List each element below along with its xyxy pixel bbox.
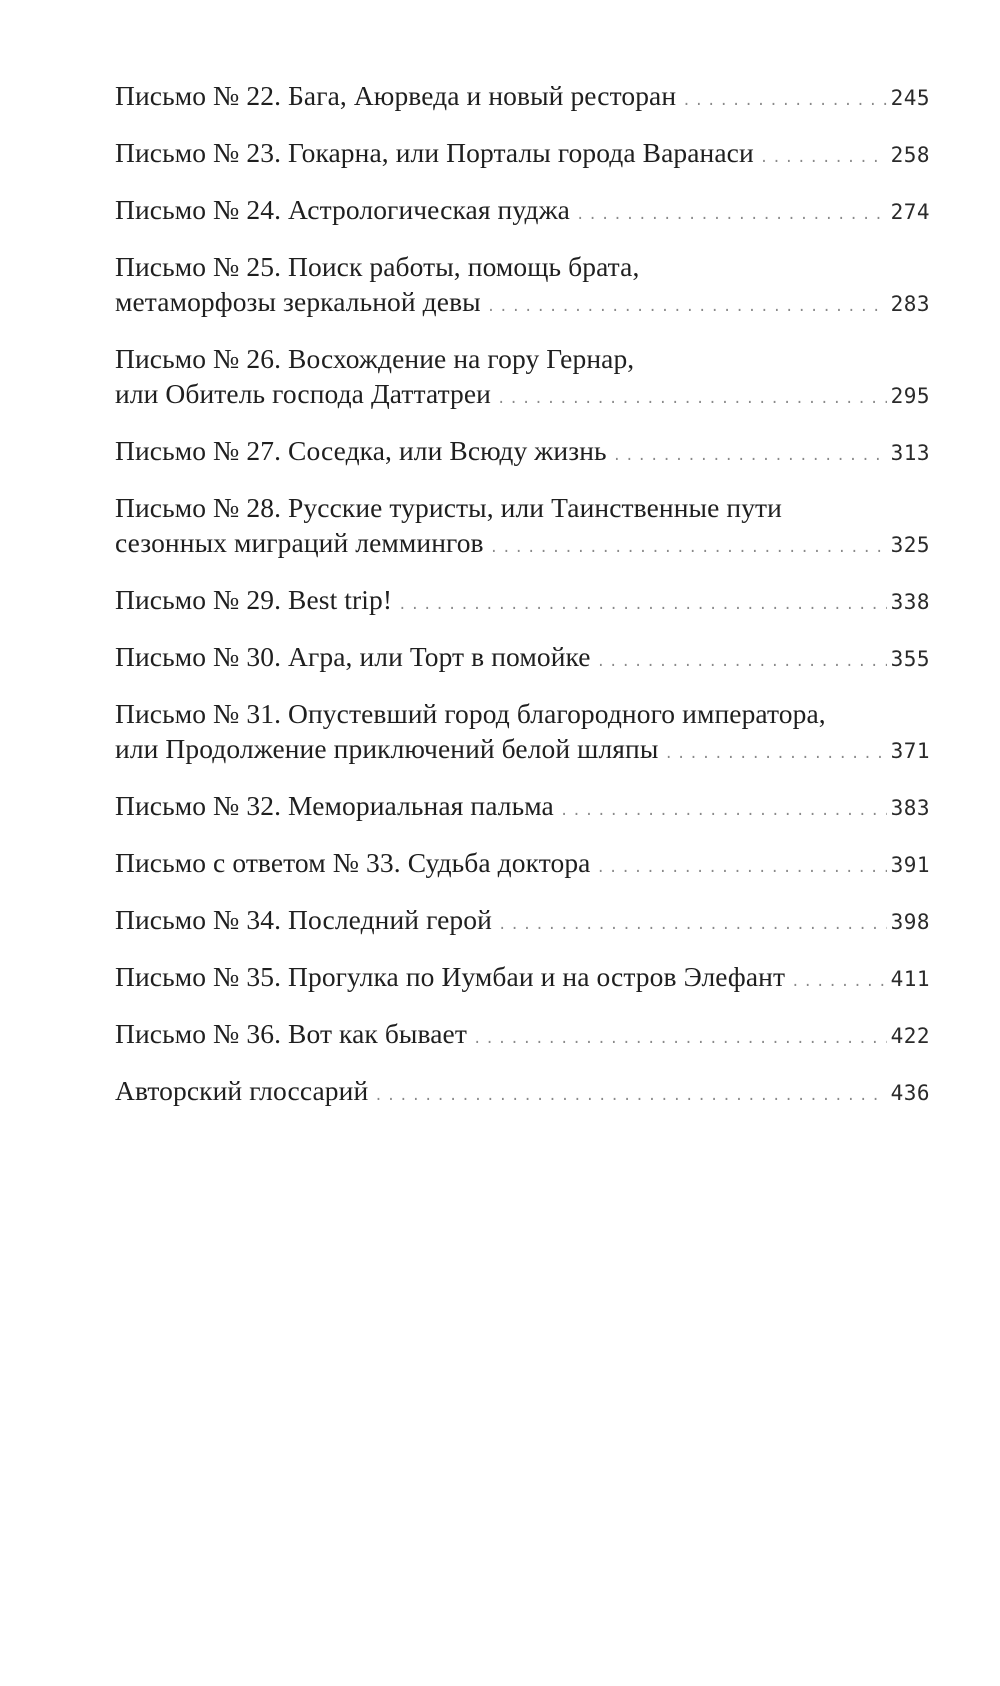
toc-entry[interactable] <box>115 1073 930 1108</box>
toc-entry-title: сезонных миграций леммингов <box>115 527 484 558</box>
toc-entry[interactable] <box>115 1016 930 1051</box>
toc-page-number: 338 <box>890 590 930 614</box>
toc-entry[interactable] <box>115 845 930 880</box>
toc-entry[interactable] <box>115 135 930 170</box>
toc-page-number: 325 <box>890 533 930 557</box>
toc-page-number: 355 <box>890 647 930 671</box>
toc-entry-title: Письмо № 26. Восхождение на гору Гернар, <box>115 343 635 374</box>
dot-leader <box>374 1079 886 1114</box>
toc-entry-line <box>115 1016 930 1051</box>
dot-leader <box>473 1022 887 1057</box>
toc-entry-line <box>115 582 930 617</box>
toc-entry-line <box>115 135 930 170</box>
toc-page-number: 411 <box>890 967 930 991</box>
toc-entry-title: Письмо № 24. Астрологическая пуджа <box>115 194 570 225</box>
toc-entry-line <box>115 788 930 823</box>
toc-page-number: 258 <box>890 143 930 167</box>
toc-entry[interactable] <box>115 959 930 994</box>
toc-entry-title: Авторский глоссарий <box>115 1075 369 1106</box>
toc-entry-title: метаморфозы зеркальной девы <box>115 286 481 317</box>
dot-leader <box>791 965 886 1000</box>
dot-leader <box>760 141 887 176</box>
dot-leader <box>613 439 887 474</box>
toc-entry[interactable] <box>115 341 930 411</box>
toc-entry-line <box>115 284 930 319</box>
dot-leader <box>487 290 887 325</box>
toc-entry-line <box>115 525 930 560</box>
dot-leader <box>576 198 887 233</box>
toc-entry[interactable] <box>115 582 930 617</box>
toc-page-number: 436 <box>890 1081 930 1105</box>
toc-page-number: 398 <box>890 910 930 934</box>
table-of-contents <box>115 78 930 1130</box>
toc-entry-title: или Продолжение приключений белой шляпы <box>115 733 659 764</box>
toc-page-number: 274 <box>890 200 930 224</box>
toc-entry-title: Письмо № 23. Гокарна, или Порталы города Варанаси <box>115 137 754 168</box>
dot-leader <box>682 84 886 119</box>
toc-entry-title: Письмо № 29. Best trip! <box>115 584 393 615</box>
toc-entry-title: Письмо № 34. Последний герой <box>115 904 492 935</box>
toc-entry-title: или Обитель господа Даттатреи <box>115 378 491 409</box>
toc-entry-line <box>115 902 930 937</box>
toc-page-number: 371 <box>890 739 930 763</box>
dot-leader <box>498 908 887 943</box>
toc-entry[interactable] <box>115 490 930 560</box>
toc-page-number: 295 <box>890 384 930 408</box>
toc-entry-title: Письмо № 25. Поиск работы, помощь брата, <box>115 251 640 282</box>
toc-entry[interactable] <box>115 639 930 674</box>
dot-leader <box>596 851 886 886</box>
toc-entry[interactable] <box>115 192 930 227</box>
toc-entry-line <box>115 249 930 284</box>
toc-entry-line <box>115 192 930 227</box>
toc-entry-title: Письмо № 35. Прогулка по Иумбаи и на остров Элефант <box>115 961 786 992</box>
toc-page-number: 313 <box>890 441 930 465</box>
dot-leader <box>597 645 887 680</box>
dot-leader <box>497 382 887 417</box>
dot-leader <box>560 794 887 829</box>
toc-entry-title: Письмо № 31. Опустевший город благородного императора, <box>115 698 826 729</box>
toc-entry-line <box>115 376 930 411</box>
toc-entry[interactable] <box>115 433 930 468</box>
toc-entry-line <box>115 639 930 674</box>
toc-entry[interactable] <box>115 696 930 766</box>
toc-entry-title: Письмо № 36. Вот как бывает <box>115 1018 467 1049</box>
toc-entry-line <box>115 433 930 468</box>
dot-leader <box>398 588 886 623</box>
toc-entry-line <box>115 696 930 731</box>
toc-entry[interactable] <box>115 902 930 937</box>
toc-entry-title: Письмо № 30. Агра, или Торт в помойке <box>115 641 591 672</box>
toc-page-number: 245 <box>890 86 930 110</box>
toc-entry[interactable] <box>115 788 930 823</box>
toc-entry-title: Письмо № 28. Русские туристы, или Таинственные пути <box>115 492 782 523</box>
toc-entry[interactable] <box>115 249 930 319</box>
toc-entry-title: Письмо № 22. Бага, Аюрведа и новый ресторан <box>115 80 677 111</box>
toc-page-number: 391 <box>890 853 930 877</box>
toc-entry-line <box>115 845 930 880</box>
toc-entry-line <box>115 341 930 376</box>
toc-entry-line <box>115 490 930 525</box>
toc-entry-title: Письмо № 32. Мемориальная пальма <box>115 790 554 821</box>
toc-page-number: 422 <box>890 1024 930 1048</box>
toc-page-number: 383 <box>890 796 930 820</box>
toc-page-number: 283 <box>890 292 930 316</box>
toc-entry[interactable] <box>115 78 930 113</box>
toc-entry-line <box>115 78 930 113</box>
toc-entry-title: Письмо № 27. Соседка, или Всюду жизнь <box>115 435 607 466</box>
toc-entry-line <box>115 731 930 766</box>
toc-entry-line <box>115 959 930 994</box>
dot-leader <box>490 531 887 566</box>
dot-leader <box>664 737 886 772</box>
toc-entry-title: Письмо с ответом № 33. Судьба доктора <box>115 847 591 878</box>
toc-entry-line <box>115 1073 930 1108</box>
